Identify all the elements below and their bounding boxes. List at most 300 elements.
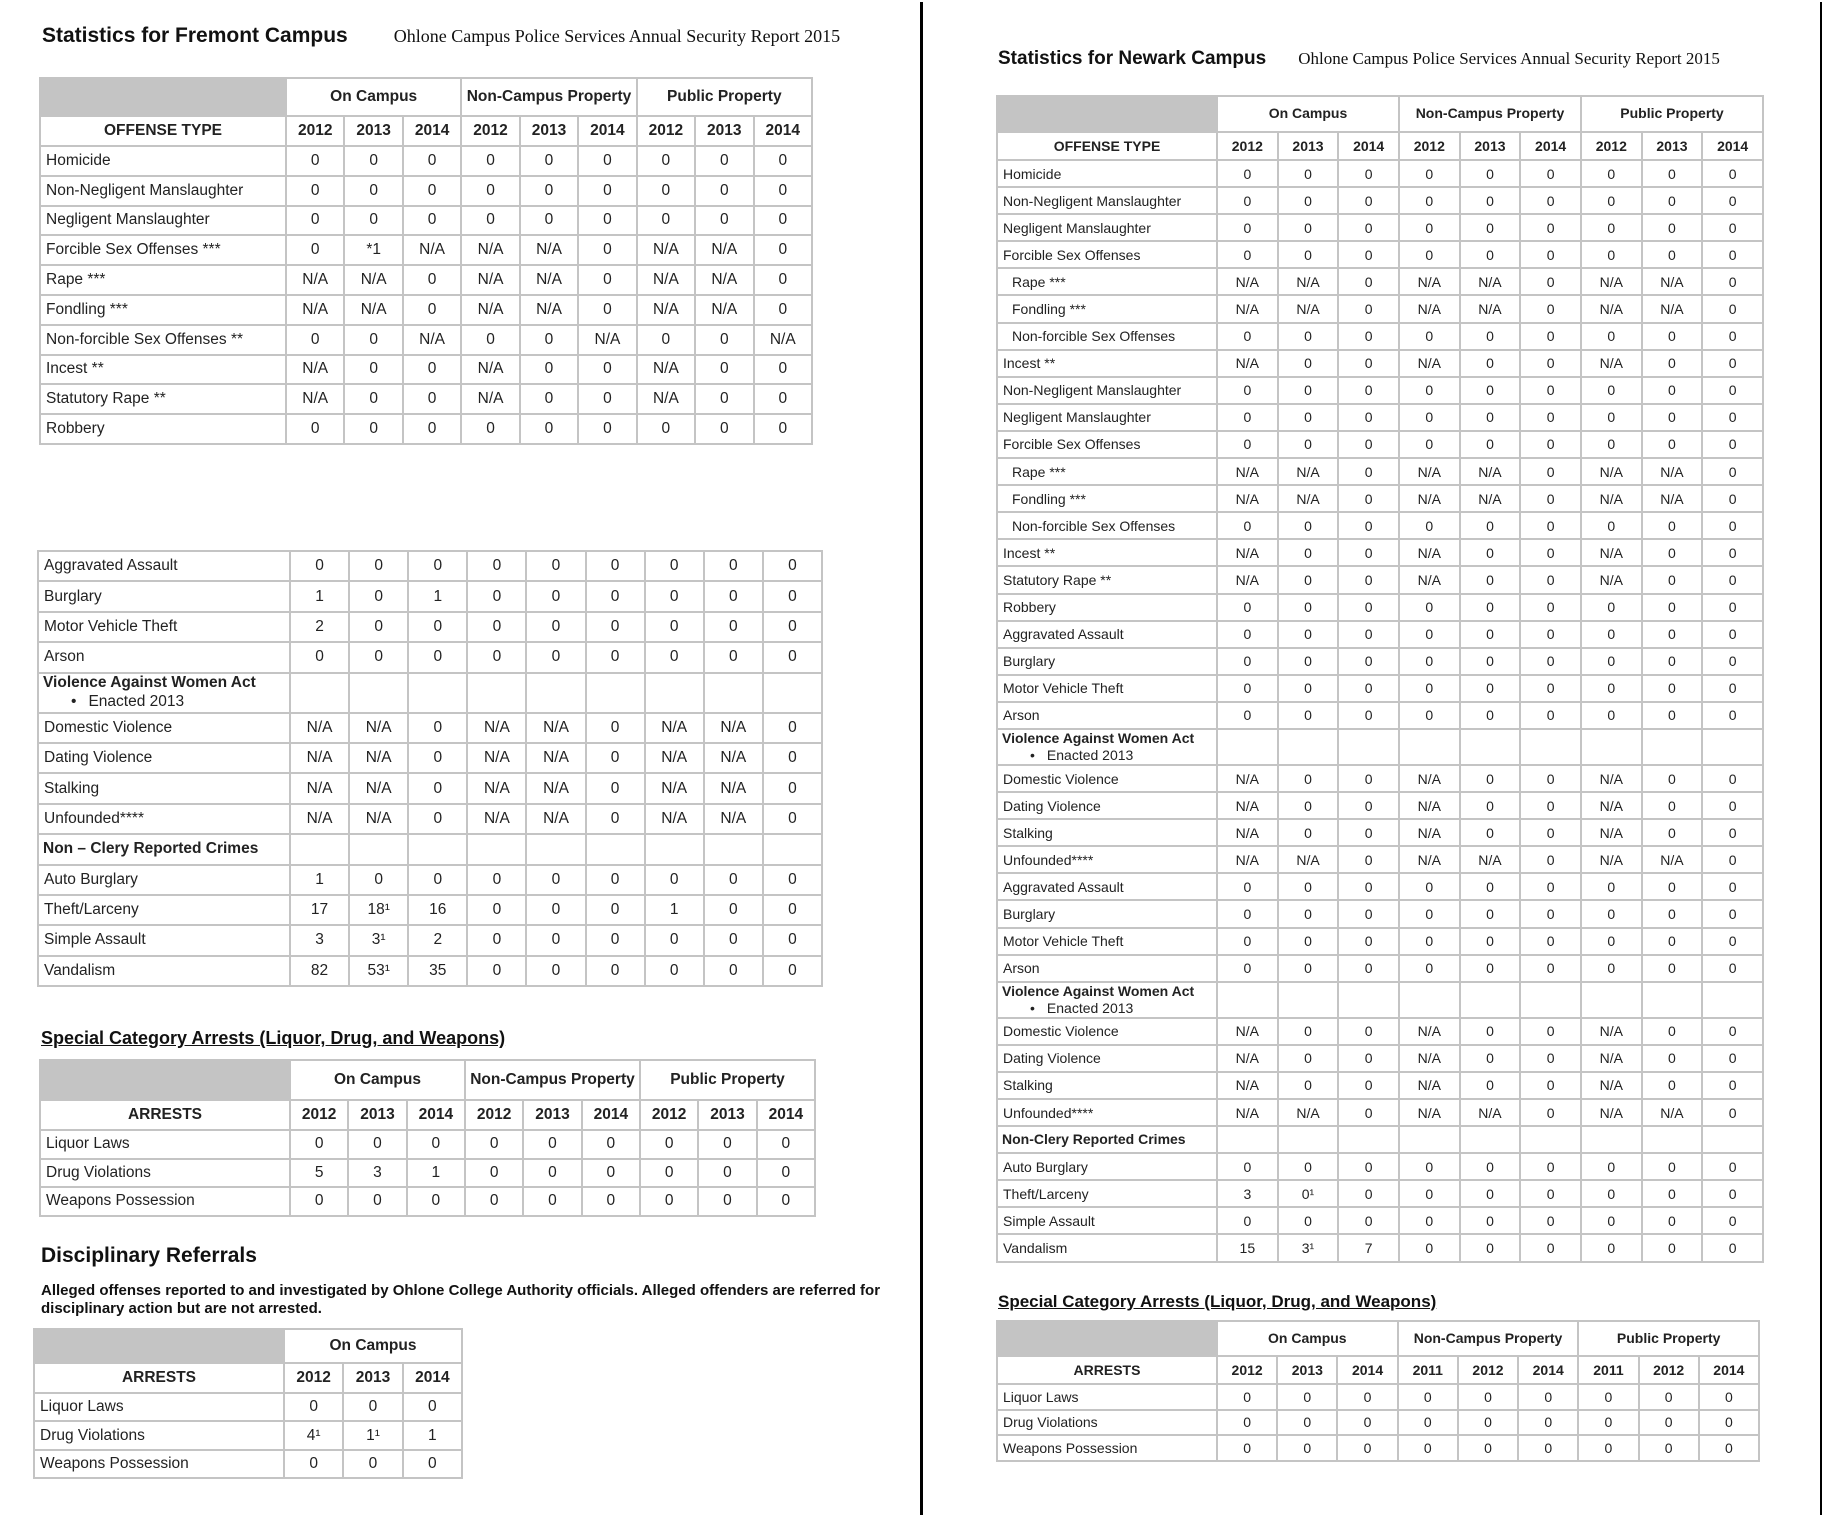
value-cell: 0 bbox=[1643, 432, 1702, 457]
value-cell: 0 bbox=[1582, 649, 1641, 674]
table-row bbox=[998, 820, 1762, 845]
value-cell: 0 bbox=[344, 1451, 401, 1477]
value-cell: 1 bbox=[404, 1422, 461, 1448]
empty-cell bbox=[705, 835, 762, 863]
value-cell: 1 bbox=[646, 896, 703, 924]
table-row bbox=[998, 269, 1762, 294]
value-cell: 0 bbox=[587, 552, 644, 580]
value-cell: 0 bbox=[1339, 901, 1398, 926]
value-cell: 17 bbox=[291, 896, 348, 924]
value-cell: 0 bbox=[1400, 929, 1459, 954]
row-label-non-negligent-manslaughter: Non-Negligent Manslaughter bbox=[41, 177, 285, 205]
empty-cell bbox=[646, 674, 703, 712]
fremont-header bbox=[42, 24, 840, 48]
year-header: 2012 bbox=[1582, 133, 1641, 159]
value-cell: 0 bbox=[287, 415, 343, 443]
value-cell: 0 bbox=[1278, 1436, 1336, 1460]
value-cell: 0 bbox=[1461, 956, 1520, 981]
row-label-weapons-possession: Weapons Possession bbox=[35, 1451, 283, 1477]
row-label-stalking: Stalking bbox=[998, 1073, 1216, 1098]
value-cell: 0 bbox=[587, 866, 644, 894]
row-label-simple-assault: Simple Assault bbox=[39, 926, 289, 954]
row-label-domestic-violence: Domestic Violence bbox=[998, 766, 1216, 791]
table-row bbox=[998, 324, 1762, 349]
value-cell: 0 bbox=[1703, 296, 1762, 321]
newark-title: Statistics for Newark Campus bbox=[998, 48, 1267, 69]
value-cell: 0 bbox=[1521, 1073, 1580, 1098]
value-cell: 0 bbox=[646, 926, 703, 954]
year-header: 2012 bbox=[287, 117, 343, 145]
row-label-drug-violations: Drug Violations bbox=[35, 1422, 283, 1448]
value-cell: 0 bbox=[287, 236, 343, 264]
row-label-motor-vehicle-theft: Motor Vehicle Theft bbox=[998, 676, 1216, 701]
value-cell: 0 bbox=[1279, 161, 1338, 186]
value-cell: N/A bbox=[1643, 1100, 1702, 1125]
value-cell: 0 bbox=[404, 1394, 461, 1420]
table-row bbox=[998, 676, 1762, 701]
value-cell: 0 bbox=[1703, 676, 1762, 701]
empty-cell bbox=[587, 835, 644, 863]
row-label-rape: Rape *** bbox=[998, 269, 1216, 294]
value-cell: 0 bbox=[349, 1188, 405, 1215]
year-header: 2012 bbox=[638, 117, 694, 145]
value-cell: 0 bbox=[1400, 595, 1459, 620]
value-cell: 0 bbox=[409, 552, 466, 580]
value-cell: N/A bbox=[1582, 540, 1641, 565]
value-cell: N/A bbox=[1582, 1046, 1641, 1071]
value-cell: 0 bbox=[1400, 956, 1459, 981]
value-cell: 0 bbox=[638, 415, 694, 443]
value-cell: 0 bbox=[409, 643, 466, 671]
value-cell: 0 bbox=[1643, 1154, 1702, 1179]
value-cell: N/A bbox=[646, 774, 703, 802]
value-cell: 0 bbox=[527, 643, 584, 671]
value-cell: 0 bbox=[1339, 622, 1398, 647]
value-cell: 0 bbox=[1339, 1073, 1398, 1098]
value-cell: N/A bbox=[1582, 486, 1641, 511]
value-cell: 0 bbox=[764, 613, 821, 641]
value-cell: 0 bbox=[527, 613, 584, 641]
value-cell: N/A bbox=[696, 296, 752, 324]
value-cell: 0 bbox=[764, 957, 821, 985]
fremont-report-name: Ohlone Campus Police Services Annual Security Report 2015 bbox=[393, 26, 841, 46]
value-cell: 0 bbox=[1643, 351, 1702, 376]
empty-cell bbox=[291, 835, 348, 863]
value-cell: 0 bbox=[1461, 1019, 1520, 1044]
value-cell: 0 bbox=[1521, 405, 1580, 430]
table-row bbox=[998, 567, 1762, 592]
value-cell: N/A bbox=[1400, 847, 1459, 872]
value-cell: 0 bbox=[404, 385, 460, 413]
year-header: 2012 bbox=[285, 1364, 342, 1392]
value-cell: 0 bbox=[1339, 820, 1398, 845]
value-cell: 0 bbox=[1279, 820, 1338, 845]
value-cell: 0 bbox=[1582, 1154, 1641, 1179]
row-label-stalking: Stalking bbox=[998, 820, 1216, 845]
value-cell: 0 bbox=[583, 1131, 639, 1158]
row-label-incest: Incest ** bbox=[41, 356, 285, 384]
table-row bbox=[998, 161, 1762, 186]
value-cell: 0 bbox=[1519, 1436, 1577, 1460]
newark-report-name: Ohlone Campus Police Services Annual Security Report 2015 bbox=[1298, 49, 1720, 68]
value-cell: 0 bbox=[287, 147, 343, 175]
row-label-non-forcible-sex-offenses: Non-forcible Sex Offenses bbox=[998, 324, 1216, 349]
value-cell: 0 bbox=[641, 1188, 697, 1215]
value-cell: 0 bbox=[468, 552, 525, 580]
value-cell: 0 bbox=[1339, 161, 1398, 186]
value-cell: 0 bbox=[1521, 1154, 1580, 1179]
value-cell: 0 bbox=[291, 552, 348, 580]
value-cell: 0 bbox=[764, 926, 821, 954]
value-cell: 0 bbox=[1400, 622, 1459, 647]
table-row bbox=[998, 459, 1762, 484]
value-cell: 0 bbox=[1279, 929, 1338, 954]
value-cell: N/A bbox=[350, 744, 407, 772]
value-cell: 0 bbox=[1582, 874, 1641, 899]
value-cell: 0 bbox=[1279, 676, 1338, 701]
value-cell: 0 bbox=[1703, 1073, 1762, 1098]
value-cell: 0 bbox=[1579, 1411, 1637, 1435]
value-cell: 0 bbox=[1582, 929, 1641, 954]
value-cell: N/A bbox=[1400, 1019, 1459, 1044]
empty-cell bbox=[409, 835, 466, 863]
value-cell: N/A bbox=[646, 805, 703, 833]
value-cell: 0 bbox=[1339, 324, 1398, 349]
value-cell: 0 bbox=[1461, 929, 1520, 954]
value-cell: 0 bbox=[1521, 378, 1580, 403]
value-cell: 0 bbox=[1703, 929, 1762, 954]
value-cell: N/A bbox=[1582, 459, 1641, 484]
value-cell: 0 bbox=[705, 643, 762, 671]
value-cell: N/A bbox=[1582, 847, 1641, 872]
year-header: 2012 bbox=[1218, 133, 1277, 159]
table-row bbox=[39, 643, 821, 671]
table-row bbox=[998, 1208, 1762, 1233]
year-header: 2014 bbox=[1521, 133, 1580, 159]
value-cell: 0 bbox=[521, 415, 577, 443]
value-cell: 0 bbox=[404, 147, 460, 175]
value-cell: 2 bbox=[291, 613, 348, 641]
value-cell: 0 bbox=[1279, 1154, 1338, 1179]
value-cell: 0 bbox=[1279, 351, 1338, 376]
value-cell: 0 bbox=[755, 177, 811, 205]
value-cell: 0 bbox=[1279, 649, 1338, 674]
table-row bbox=[39, 896, 821, 924]
year-header: 2014 bbox=[1700, 1357, 1758, 1383]
table-row bbox=[41, 266, 811, 294]
value-cell: 0 bbox=[1279, 215, 1338, 240]
value-cell: N/A bbox=[350, 714, 407, 742]
value-cell: 0 bbox=[646, 582, 703, 610]
section-label-violence-against-women-act bbox=[998, 730, 1216, 764]
value-cell: 0 bbox=[1461, 793, 1520, 818]
value-cell: 0 bbox=[1582, 676, 1641, 701]
value-cell: N/A bbox=[579, 326, 635, 354]
value-cell: 0 bbox=[764, 866, 821, 894]
value-cell: 0 bbox=[1218, 1154, 1277, 1179]
value-cell: 0 bbox=[1521, 432, 1580, 457]
value-cell: N/A bbox=[350, 774, 407, 802]
value-cell: N/A bbox=[1218, 1019, 1277, 1044]
table-row bbox=[41, 1188, 814, 1215]
value-cell: N/A bbox=[1400, 296, 1459, 321]
section-title: Non – Clery Reported Crimes bbox=[43, 840, 259, 858]
table-row bbox=[39, 866, 821, 894]
value-cell: 0 bbox=[1400, 1235, 1459, 1260]
value-cell: 0 bbox=[1643, 703, 1702, 728]
value-cell: N/A bbox=[1400, 540, 1459, 565]
value-cell: 0 bbox=[1703, 242, 1762, 267]
value-cell: 0 bbox=[1461, 405, 1520, 430]
value-cell: 0 bbox=[521, 177, 577, 205]
group-header-non-campus-property: Non-Campus Property bbox=[462, 79, 635, 115]
row-label-forcible-sex-offenses: Forcible Sex Offenses bbox=[998, 432, 1216, 457]
value-cell: N/A bbox=[638, 385, 694, 413]
value-cell: 0 bbox=[764, 714, 821, 742]
value-cell: 0 bbox=[587, 744, 644, 772]
value-cell: 0 bbox=[1643, 1046, 1702, 1071]
empty-cell bbox=[1279, 1127, 1338, 1152]
value-cell: 0 bbox=[1703, 161, 1762, 186]
value-cell: 0 bbox=[1703, 513, 1762, 538]
value-cell: 0 bbox=[1218, 324, 1277, 349]
group-header-non-campus-property: Non-Campus Property bbox=[1399, 1322, 1578, 1355]
value-cell: N/A bbox=[291, 774, 348, 802]
value-cell: 0 bbox=[462, 177, 518, 205]
value-cell: N/A bbox=[287, 266, 343, 294]
value-cell: 0 bbox=[1703, 188, 1762, 213]
group-header-on-campus: On Campus bbox=[285, 1330, 461, 1362]
value-cell: 0 bbox=[1339, 432, 1398, 457]
value-cell: 0 bbox=[646, 552, 703, 580]
row-label-fondling: Fondling *** bbox=[41, 296, 285, 324]
year-header: 2012 bbox=[1459, 1357, 1517, 1383]
value-cell: 0 bbox=[462, 326, 518, 354]
value-cell: 0 bbox=[1703, 901, 1762, 926]
value-cell: 0 bbox=[1278, 1411, 1336, 1435]
value-cell: 0 bbox=[1643, 1235, 1702, 1260]
value-cell: 0 bbox=[1521, 956, 1580, 981]
value-cell: N/A bbox=[1643, 486, 1702, 511]
value-cell: 0 bbox=[1279, 622, 1338, 647]
value-cell: 0 bbox=[1339, 486, 1398, 511]
value-cell: 0 bbox=[1703, 1235, 1762, 1260]
table-row bbox=[998, 929, 1762, 954]
value-cell: 0 bbox=[466, 1131, 522, 1158]
empty-cell bbox=[587, 674, 644, 712]
table-row bbox=[998, 730, 1762, 764]
table-row bbox=[998, 595, 1762, 620]
row-label-drug-violations: Drug Violations bbox=[41, 1160, 289, 1187]
value-cell: 0 bbox=[764, 582, 821, 610]
value-cell: 0 bbox=[758, 1188, 814, 1215]
newark-offense-table bbox=[996, 95, 1764, 1263]
row-label-rape: Rape *** bbox=[41, 266, 285, 294]
value-cell: 0 bbox=[696, 147, 752, 175]
row-label-arson: Arson bbox=[39, 643, 289, 671]
empty-cell bbox=[1521, 730, 1580, 764]
empty-cell bbox=[1582, 1127, 1641, 1152]
value-cell: 0 bbox=[764, 744, 821, 772]
group-header-non-campus-property: Non-Campus Property bbox=[1400, 97, 1580, 131]
table-row bbox=[39, 926, 821, 954]
empty-cell bbox=[1279, 730, 1338, 764]
value-cell: 0 bbox=[579, 177, 635, 205]
value-cell: 0 bbox=[521, 385, 577, 413]
disciplinary-referrals-table bbox=[33, 1328, 463, 1479]
value-cell: 0 bbox=[521, 326, 577, 354]
year-header: 2013 bbox=[521, 117, 577, 145]
empty-cell bbox=[1521, 983, 1580, 1017]
group-header-public-property: Public Property bbox=[638, 79, 811, 115]
value-cell: 0 bbox=[705, 896, 762, 924]
value-cell: 0 bbox=[527, 552, 584, 580]
value-cell: N/A bbox=[1279, 269, 1338, 294]
value-cell: 0 bbox=[1703, 1100, 1762, 1125]
value-cell: N/A bbox=[1218, 351, 1277, 376]
value-cell: 0 bbox=[1461, 874, 1520, 899]
value-cell: 0 bbox=[468, 643, 525, 671]
empty-cell bbox=[646, 835, 703, 863]
table-row bbox=[998, 540, 1762, 565]
value-cell: 0 bbox=[1339, 296, 1398, 321]
value-cell: N/A bbox=[291, 714, 348, 742]
table-row bbox=[41, 207, 811, 235]
value-cell: 0 bbox=[755, 236, 811, 264]
value-cell: 0 bbox=[1582, 703, 1641, 728]
value-cell: 0 bbox=[1640, 1411, 1698, 1435]
value-cell: 0 bbox=[1582, 378, 1641, 403]
value-cell: 0 bbox=[587, 613, 644, 641]
table-row bbox=[998, 1019, 1762, 1044]
value-cell: 0 bbox=[1339, 874, 1398, 899]
year-header: 2014 bbox=[404, 117, 460, 145]
year-header: 2014 bbox=[583, 1101, 639, 1129]
value-cell: 0 bbox=[755, 296, 811, 324]
value-cell: N/A bbox=[1582, 1073, 1641, 1098]
value-cell: 0 bbox=[696, 415, 752, 443]
value-cell: 2 bbox=[409, 926, 466, 954]
value-cell: 0 bbox=[1461, 324, 1520, 349]
value-cell: N/A bbox=[1279, 459, 1338, 484]
table-row bbox=[998, 703, 1762, 728]
value-cell: 0 bbox=[1338, 1385, 1396, 1409]
value-cell: N/A bbox=[1218, 1073, 1277, 1098]
table-row bbox=[998, 956, 1762, 981]
value-cell: N/A bbox=[527, 714, 584, 742]
value-cell: 0 bbox=[409, 805, 466, 833]
value-cell: 0 bbox=[1399, 1411, 1457, 1435]
value-cell: 0 bbox=[1521, 242, 1580, 267]
year-header: 2013 bbox=[699, 1101, 755, 1129]
value-cell: *1 bbox=[345, 236, 401, 264]
row-label-weapons-possession: Weapons Possession bbox=[41, 1188, 289, 1215]
row-label-statutory-rape: Statutory Rape ** bbox=[41, 385, 285, 413]
empty-cell bbox=[468, 835, 525, 863]
value-cell: 0 bbox=[1643, 215, 1702, 240]
value-cell: N/A bbox=[646, 714, 703, 742]
value-cell: 0 bbox=[1703, 486, 1762, 511]
value-cell: 0 bbox=[1339, 405, 1398, 430]
section-label-violence-against-women-act bbox=[998, 983, 1216, 1017]
value-cell: 0 bbox=[1461, 595, 1520, 620]
value-cell: 0 bbox=[646, 957, 703, 985]
value-cell: 0 bbox=[409, 714, 466, 742]
empty-cell bbox=[1643, 1127, 1702, 1152]
year-header: 2013 bbox=[1279, 133, 1338, 159]
table-row bbox=[39, 582, 821, 610]
value-cell: 0 bbox=[1582, 215, 1641, 240]
value-cell: 0 bbox=[350, 866, 407, 894]
table-row bbox=[998, 874, 1762, 899]
value-cell: 0 bbox=[638, 177, 694, 205]
value-cell: 0 bbox=[579, 356, 635, 384]
year-header: 2014 bbox=[1339, 133, 1398, 159]
year-header: 2014 bbox=[1703, 133, 1762, 159]
value-cell: N/A bbox=[527, 774, 584, 802]
year-header: 2013 bbox=[344, 1364, 401, 1392]
value-cell: 0 bbox=[345, 177, 401, 205]
value-cell: 0 bbox=[1218, 1436, 1276, 1460]
value-cell: 0 bbox=[1521, 874, 1580, 899]
value-cell: N/A bbox=[462, 296, 518, 324]
table-row bbox=[39, 714, 821, 742]
value-cell: 0 bbox=[1703, 622, 1762, 647]
empty-cell bbox=[1582, 983, 1641, 1017]
value-cell: N/A bbox=[1461, 459, 1520, 484]
value-cell: N/A bbox=[638, 296, 694, 324]
value-cell: 0 bbox=[1339, 1046, 1398, 1071]
row-label-incest: Incest ** bbox=[998, 540, 1216, 565]
year-header: 2013 bbox=[1461, 133, 1520, 159]
value-cell: 0 bbox=[579, 207, 635, 235]
empty-cell bbox=[1461, 1127, 1520, 1152]
value-cell: 0 bbox=[1521, 1208, 1580, 1233]
value-cell: 0 bbox=[1218, 1411, 1276, 1435]
value-cell: 0 bbox=[1461, 649, 1520, 674]
value-cell: 0 bbox=[1339, 956, 1398, 981]
year-header: 2013 bbox=[345, 117, 401, 145]
value-cell: 0 bbox=[1582, 513, 1641, 538]
value-cell: 0 bbox=[1339, 513, 1398, 538]
table-row bbox=[998, 1385, 1758, 1409]
row-label-liquor-laws: Liquor Laws bbox=[998, 1385, 1216, 1409]
value-cell: 18¹ bbox=[350, 896, 407, 924]
empty-cell bbox=[1400, 1127, 1459, 1152]
value-cell: 0 bbox=[404, 207, 460, 235]
value-cell: 0 bbox=[1339, 649, 1398, 674]
value-cell: 0 bbox=[409, 613, 466, 641]
group-header-on-campus: On Campus bbox=[1218, 1322, 1397, 1355]
row-label-non-negligent-manslaughter: Non-Negligent Manslaughter bbox=[998, 188, 1216, 213]
value-cell: 0 bbox=[1400, 432, 1459, 457]
value-cell: 0 bbox=[1703, 567, 1762, 592]
value-cell: 0 bbox=[1218, 378, 1277, 403]
table-row bbox=[41, 177, 811, 205]
value-cell: N/A bbox=[1279, 486, 1338, 511]
table-row bbox=[998, 405, 1762, 430]
table-row bbox=[998, 432, 1762, 457]
value-cell: 0 bbox=[345, 207, 401, 235]
year-header: 2012 bbox=[641, 1101, 697, 1129]
value-cell: N/A bbox=[1643, 459, 1702, 484]
value-cell: N/A bbox=[1218, 847, 1277, 872]
value-cell: 0 bbox=[696, 326, 752, 354]
value-cell: 0 bbox=[1521, 324, 1580, 349]
value-cell: 0 bbox=[587, 774, 644, 802]
year-header: 2012 bbox=[1640, 1357, 1698, 1383]
year-header: 2012 bbox=[291, 1101, 347, 1129]
